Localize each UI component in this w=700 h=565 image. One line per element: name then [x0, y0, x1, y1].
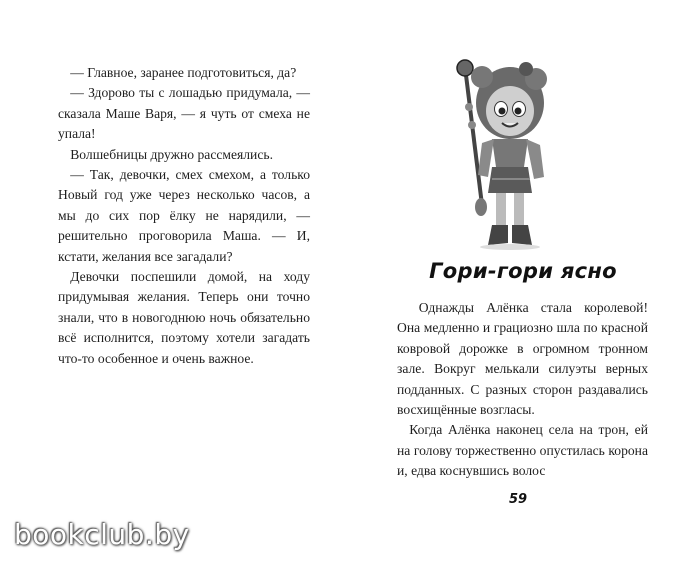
paragraph: Девочки поспешили домой, на ходу придумывая желания. Теперь они точно знали, что в новогоднюю ночь обязательно всё исполнится, поэтому хотели загадать что-то особенное и очень важное. [58, 269, 310, 366]
paragraph: — Здорово ты с лошадью придумала, — сказала Маше Варя, — я чуть от смеха не упала! [58, 85, 310, 142]
right-page-text [397, 298, 648, 482]
fairy-girl-with-magic-wand-icon [452, 55, 550, 250]
paragraph: — Главное, заранее подготовиться, да? [70, 65, 297, 80]
left-page-text [58, 63, 310, 369]
paragraph: Когда Алёнка наконец села на трон, ей на голову торжественно опустилась корона и, едва коснувшись волос [397, 422, 648, 479]
watermark-logo: bookclub.by [14, 518, 190, 551]
paragraph: Однажды Алёнка стала королевой! Она медленно и грациозно шла по красной ковровой дорожке в огромном тронном зале. Вокруг мелькали силуэты верных подданных. С разных сторон раздавались восхищённые возгласы. [397, 300, 648, 418]
paragraph: — Так, девочки, смех смехом, а только Новый год уже через несколько часов, а мы до сих пор ёлку не нарядили, — решительно проговорила Маша. — И, кстати, желания все загадали? [58, 167, 310, 264]
page-number: 59 [508, 492, 528, 507]
chapter-title: Гори-гори ясно [429, 259, 617, 283]
paragraph: Волшебницы дружно рассмеялись. [70, 146, 273, 162]
